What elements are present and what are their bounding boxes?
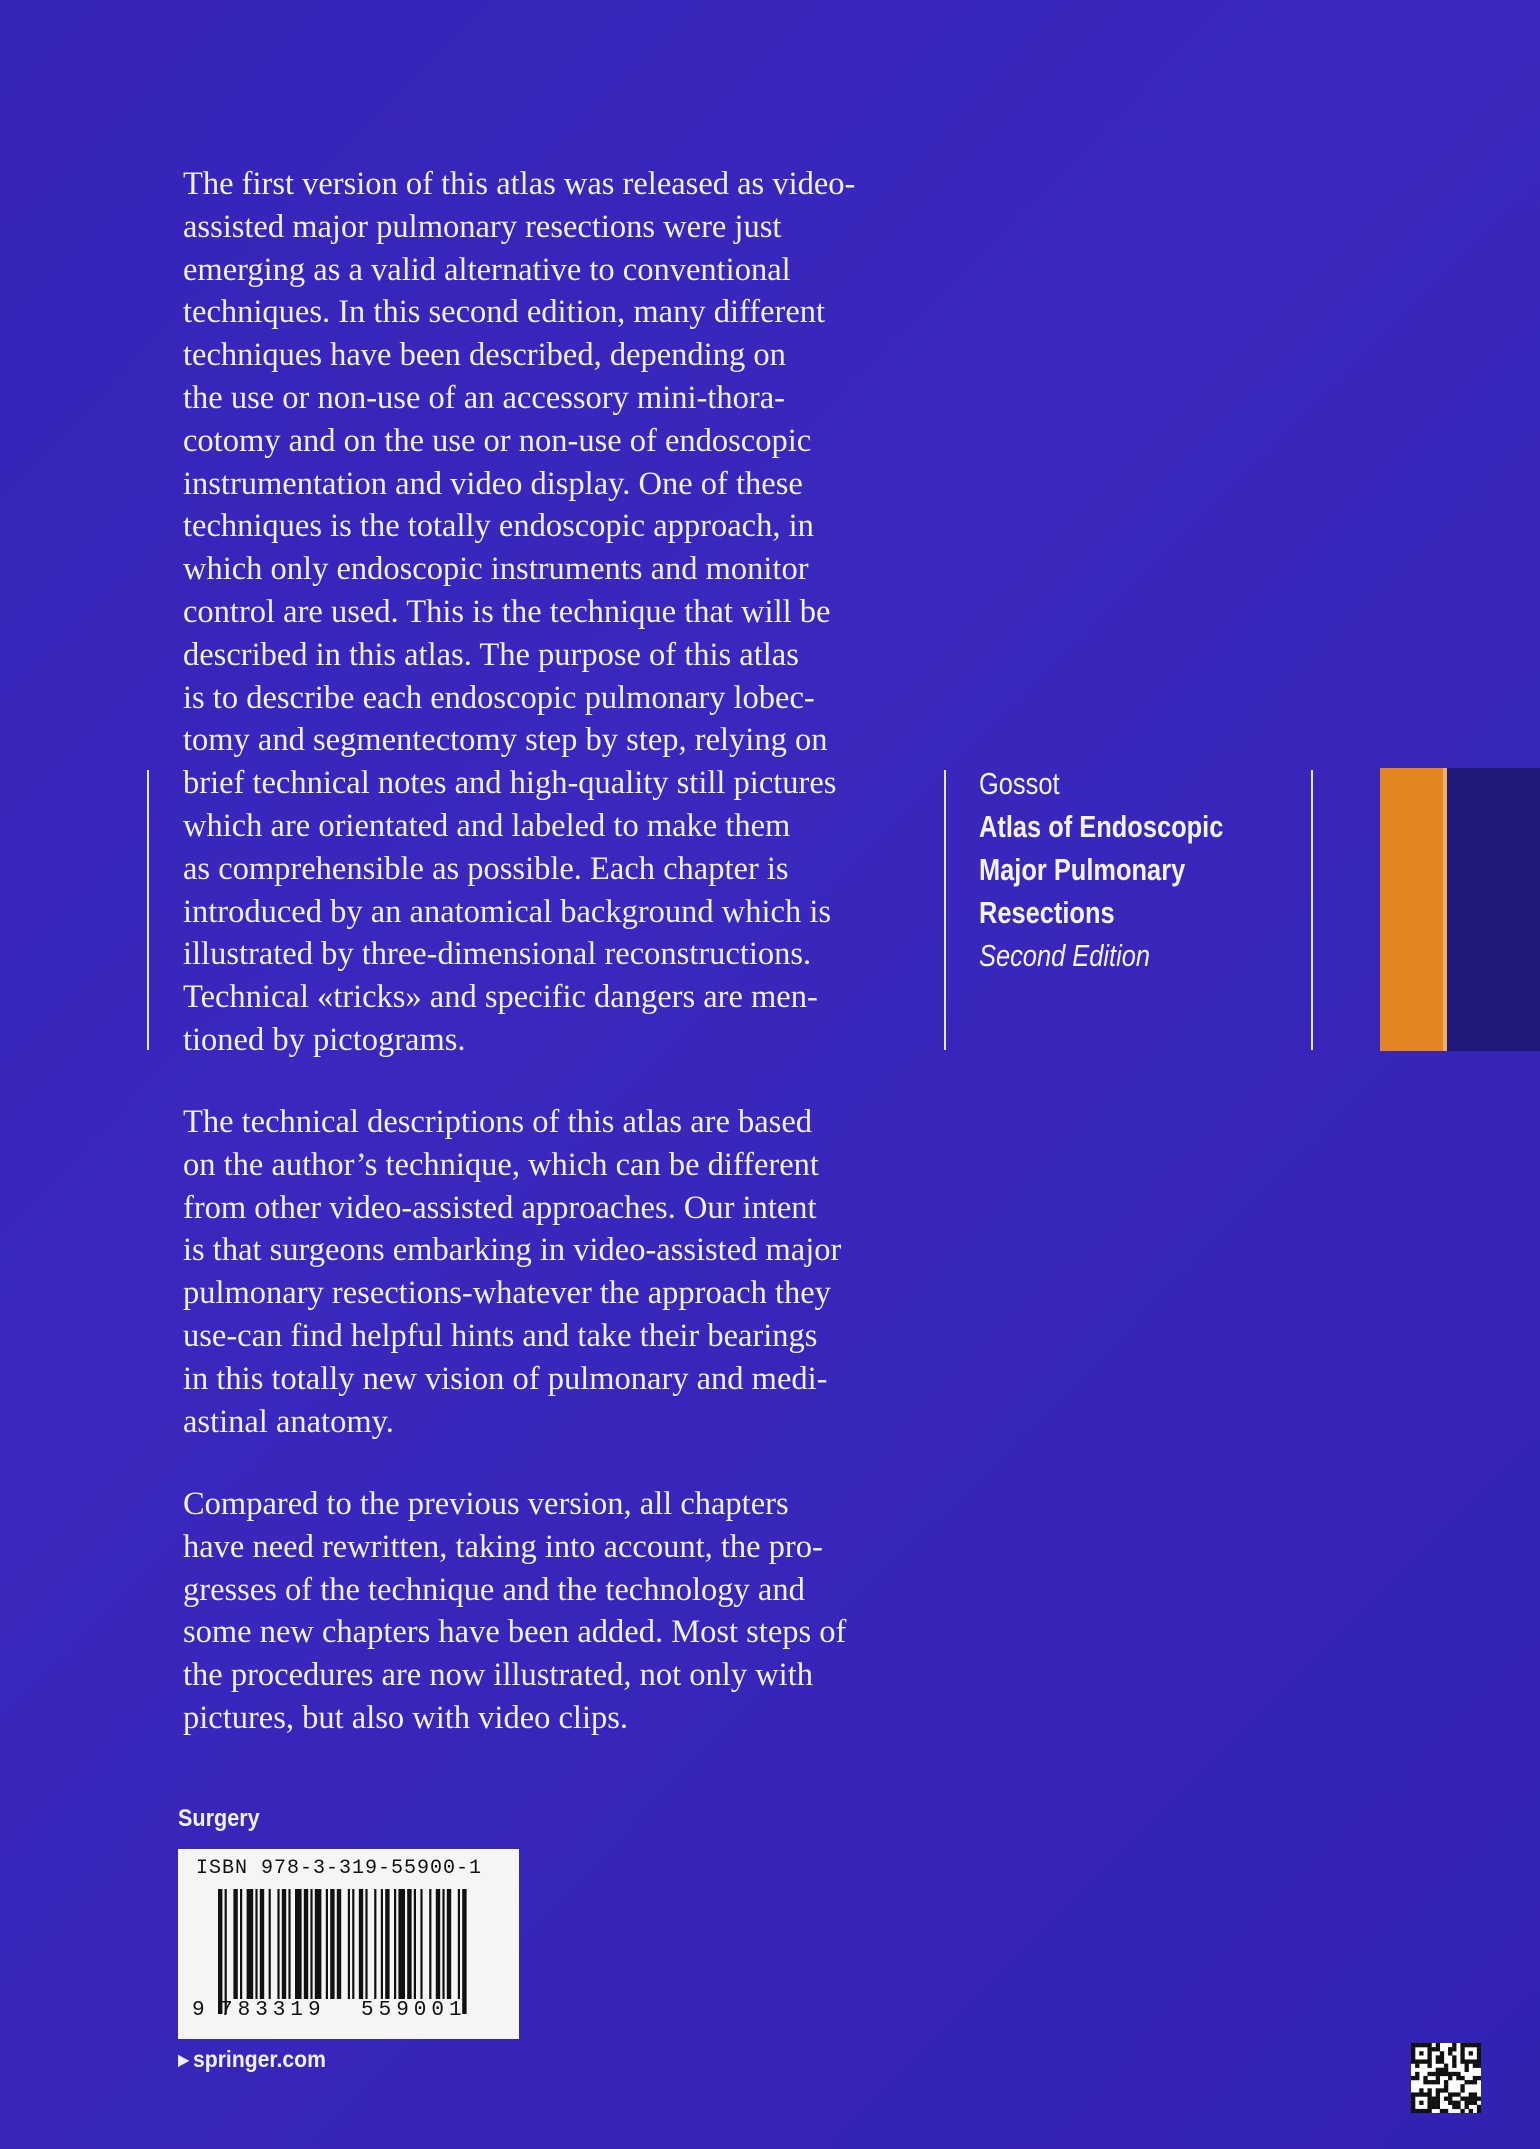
barcode-bar [365, 1889, 367, 1999]
qr-module [1415, 2064, 1419, 2068]
barcode-bar [326, 1889, 328, 1999]
qr-module [1427, 2072, 1431, 2076]
qr-module [1444, 2088, 1448, 2092]
qr-module [1473, 2101, 1477, 2105]
qr-module [1473, 2076, 1477, 2080]
qr-module [1469, 2051, 1473, 2055]
qr-module [1465, 2068, 1469, 2072]
qr-module [1440, 2072, 1444, 2076]
qr-module [1473, 2080, 1477, 2084]
title-line-1: Atlas of Endoscopic [979, 809, 1224, 844]
qr-module [1411, 2109, 1415, 2113]
qr-module [1469, 2101, 1473, 2105]
qr-module [1477, 2109, 1481, 2113]
barcode-bar [385, 1889, 389, 1999]
qr-module [1477, 2097, 1481, 2101]
barcode-bar [414, 1889, 416, 1999]
qr-module [1411, 2051, 1415, 2055]
qr-module [1477, 2064, 1481, 2068]
qr-module [1477, 2076, 1481, 2080]
qr-module [1436, 2092, 1440, 2096]
qr-module [1452, 2092, 1456, 2096]
qr-module [1456, 2092, 1460, 2096]
qr-module [1448, 2076, 1452, 2080]
qr-module [1432, 2047, 1436, 2051]
qr-module [1452, 2064, 1456, 2068]
barcode-bar [330, 1889, 334, 1999]
qr-module [1444, 2084, 1448, 2088]
barcode-bar [295, 1889, 302, 1999]
barcode-bar [348, 1889, 350, 1999]
qr-module [1473, 2059, 1477, 2063]
qr-module [1440, 2059, 1444, 2063]
barcode-bar [381, 1889, 383, 1999]
barcode-bar [218, 1889, 222, 2014]
title-line-2: Major Pulmonary [979, 852, 1186, 887]
qr-module [1415, 2043, 1419, 2047]
qr-module [1477, 2105, 1481, 2109]
qr-module [1440, 2088, 1444, 2092]
qr-module [1456, 2072, 1460, 2076]
qr-module [1465, 2080, 1469, 2084]
edition-label: Second Edition [979, 938, 1151, 973]
qr-module [1423, 2092, 1427, 2096]
navy-color-band [1447, 768, 1540, 1051]
title-line-3: Resections [979, 895, 1115, 930]
qr-module [1477, 2059, 1481, 2063]
qr-module [1427, 2092, 1431, 2096]
qr-module [1419, 2101, 1423, 2105]
qr-module [1427, 2105, 1431, 2109]
qr-module [1436, 2080, 1440, 2084]
qr-module [1432, 2101, 1436, 2105]
qr-module [1423, 2043, 1427, 2047]
barcode-bar [260, 1889, 264, 1999]
qr-module [1419, 2059, 1423, 2063]
qr-module [1419, 2092, 1423, 2096]
qr-module [1419, 2109, 1423, 2113]
barcode-bar [462, 1889, 466, 2014]
barcode-bar [374, 1889, 376, 1999]
barcode-bar [442, 1889, 444, 1999]
qr-module [1448, 2051, 1452, 2055]
ean-right-digits: 559001 [361, 1999, 467, 2022]
qr-module [1469, 2109, 1473, 2113]
qr-module [1415, 2092, 1419, 2096]
qr-module [1452, 2047, 1456, 2051]
qr-module [1423, 2109, 1427, 2113]
qr-module [1427, 2109, 1431, 2113]
qr-module [1465, 2043, 1469, 2047]
barcode-bar [255, 1889, 257, 1999]
qr-module [1440, 2051, 1444, 2055]
qr-module [1436, 2105, 1440, 2109]
qr-module [1469, 2097, 1473, 2101]
qr-module [1415, 2076, 1419, 2080]
isbn-label: ISBN 978-3-319-55900-1 [196, 1857, 483, 1880]
qr-module [1440, 2055, 1444, 2059]
qr-module [1460, 2059, 1464, 2063]
qr-module [1477, 2047, 1481, 2051]
qr-module [1423, 2080, 1427, 2084]
description-paragraph-1: The first version of this atlas was released as video- assisted major pulmonary resections were just emerging as a valid alternative to conventional techniques. In this second edition, many different techniques have been described, depending on the use or non-use of an accessory mini-thora- cotomy and on the use or non-use of endoscopic instrumentation and video display. One of these techniques is the totally endoscopic approach, in which only endoscopic instruments and monitor control are used. This is the technique that will be described in this atlas. The purpose of this atlas is to describe each endoscopic pulmonary lobec- tomy and segmentectomy step by step, relying on brief technical notes and high-quality still pictures which are orientated and labeled to make them as comprehensible as possible. Each chapter is introduced by an anatomical background which is illustrated by three-dimensional reconstructions. Technical «tricks» and specific dangers are men- tioned by pictograms. [183, 166, 856, 1058]
qr-module [1440, 2068, 1444, 2072]
barcode-bar [429, 1889, 431, 1999]
qr-module [1436, 2076, 1440, 2080]
qr-module [1460, 2047, 1464, 2051]
qr-module [1465, 2097, 1469, 2101]
qr-module [1436, 2101, 1440, 2105]
qr-module [1411, 2101, 1415, 2105]
isbn-barcode [178, 1849, 519, 2039]
qr-module [1411, 2076, 1415, 2080]
ean-left-digits: 783319 [220, 1999, 326, 2022]
qr-module [1465, 2064, 1469, 2068]
left-divider-line [147, 770, 149, 1050]
qr-module [1436, 2047, 1440, 2051]
qr-module [1419, 2051, 1423, 2055]
barcode-bar [225, 1889, 227, 2014]
barcode-bar [447, 1889, 451, 1999]
qr-module [1423, 2076, 1427, 2080]
qr-module [1473, 2064, 1477, 2068]
qr-module [1432, 2097, 1436, 2101]
qr-module [1444, 2109, 1448, 2113]
qr-module [1432, 2080, 1436, 2084]
qr-module [1444, 2072, 1448, 2076]
barcode-bar [282, 1889, 286, 1999]
publisher-website-link[interactable] [178, 2046, 326, 2073]
barcode-bar [304, 1889, 308, 1999]
qr-module [1415, 2059, 1419, 2063]
qr-module [1452, 2072, 1456, 2076]
qr-module [1436, 2055, 1440, 2059]
qr-module [1452, 2055, 1456, 2059]
qr-module [1436, 2043, 1440, 2047]
barcode-bar [458, 1889, 460, 1999]
qr-module [1477, 2051, 1481, 2055]
qr-module [1456, 2101, 1460, 2105]
description-paragraph-2: The technical descriptions of this atlas are based on the author’s technique, which can be different from other video-assisted approaches. Our intent is that surgeons embarking in video-assisted major pulmonary resections-whatever the approach they use-can find helpful hints and take their bearings in this totally new vision of pulmonary and medi- astinal anatomy. [183, 1104, 842, 1440]
qr-module [1452, 2059, 1456, 2063]
qr-module [1460, 2051, 1464, 2055]
barcode-bar [337, 1889, 341, 1999]
barcode-bar [269, 1889, 271, 1999]
qr-module [1411, 2097, 1415, 2101]
ean-first-digit: 9 [192, 1999, 210, 2022]
qr-module [1427, 2097, 1431, 2101]
qr-module [1465, 2101, 1469, 2105]
qr-module [1427, 2059, 1431, 2063]
qr-module [1460, 2076, 1464, 2080]
qr-module [1460, 2088, 1464, 2092]
qr-module [1440, 2109, 1444, 2113]
barcode-bar [359, 1889, 363, 1999]
qr-module [1465, 2059, 1469, 2063]
barcode-bar [315, 1889, 322, 1999]
qr-module [1411, 2092, 1415, 2096]
qr-module [1436, 2068, 1440, 2072]
qr-module [1432, 2072, 1436, 2076]
website-text: springer.com [193, 2046, 326, 2072]
barcode-bar [240, 1889, 242, 1999]
qr-code-icon [1411, 2043, 1481, 2113]
qr-module [1469, 2059, 1473, 2063]
barcode-bar [288, 1889, 290, 1999]
qr-module [1427, 2101, 1431, 2105]
barcode-bar [233, 1889, 237, 1999]
middle-divider-line [944, 770, 946, 1050]
barcode-bar [407, 1889, 411, 1999]
qr-module [1427, 2064, 1431, 2068]
orange-color-band [1380, 768, 1443, 1051]
qr-module [1436, 2097, 1440, 2101]
qr-module [1415, 2109, 1419, 2113]
qr-module [1465, 2105, 1469, 2109]
qr-module [1452, 2043, 1456, 2047]
qr-module [1444, 2068, 1448, 2072]
qr-module [1427, 2043, 1431, 2047]
barcode-bar [420, 1889, 422, 1999]
qr-module [1423, 2059, 1427, 2063]
barcode-bar [352, 1889, 354, 1999]
qr-module [1477, 2055, 1481, 2059]
qr-module [1432, 2105, 1436, 2109]
qr-module [1436, 2088, 1440, 2092]
qr-module [1436, 2072, 1440, 2076]
barcode-bar [247, 1889, 254, 1999]
qr-module [1448, 2047, 1452, 2051]
qr-module [1460, 2055, 1464, 2059]
qr-module [1460, 2109, 1464, 2113]
qr-module [1427, 2047, 1431, 2051]
qr-module [1448, 2092, 1452, 2096]
qr-module [1436, 2059, 1440, 2063]
qr-module [1473, 2092, 1477, 2096]
qr-module [1448, 2072, 1452, 2076]
qr-module [1477, 2043, 1481, 2047]
qr-module [1427, 2088, 1431, 2092]
qr-module [1444, 2097, 1448, 2101]
qr-module [1411, 2055, 1415, 2059]
qr-module [1419, 2088, 1423, 2092]
qr-module [1448, 2097, 1452, 2101]
qr-module [1411, 2047, 1415, 2051]
qr-module [1448, 2101, 1452, 2105]
subject-label: Surgery [178, 1805, 260, 1832]
qr-module [1411, 2059, 1415, 2063]
triangle-right-icon: ▶ [178, 2052, 190, 2069]
description-paragraph-3: Compared to the previous version, all chapters have need rewritten, taking into account, the pro- gresses of the technique and the technology and some new chapters have been added. Most steps of the procedures are now illustrated, not only with pictures, but also with video clips. [183, 1486, 847, 1736]
author-name: Gossot [979, 766, 1060, 801]
barcode-bar [310, 1889, 312, 1999]
qr-module [1415, 2072, 1419, 2076]
barcode-bar [394, 1889, 396, 1999]
qr-module [1469, 2080, 1473, 2084]
qr-module [1456, 2076, 1460, 2080]
qr-module [1473, 2097, 1477, 2101]
qr-module [1469, 2092, 1473, 2096]
qr-module [1444, 2064, 1448, 2068]
barcode-bar [277, 1889, 279, 1999]
qr-module [1452, 2105, 1456, 2109]
book-title-block [979, 762, 1241, 977]
qr-module [1456, 2105, 1460, 2109]
barcode-bar [436, 1889, 440, 1999]
qr-module [1460, 2084, 1464, 2088]
qr-module [1411, 2043, 1415, 2047]
qr-module [1427, 2051, 1431, 2055]
qr-module [1427, 2080, 1431, 2084]
qr-module [1469, 2043, 1473, 2047]
qr-module [1460, 2097, 1464, 2101]
qr-module [1411, 2105, 1415, 2109]
qr-module [1460, 2043, 1464, 2047]
qr-module [1444, 2080, 1448, 2084]
right-divider-line [1311, 770, 1313, 1050]
qr-module [1473, 2043, 1477, 2047]
qr-module [1419, 2043, 1423, 2047]
barcode-bar [398, 1889, 405, 1999]
qr-module [1427, 2055, 1431, 2059]
qr-module [1452, 2101, 1456, 2105]
